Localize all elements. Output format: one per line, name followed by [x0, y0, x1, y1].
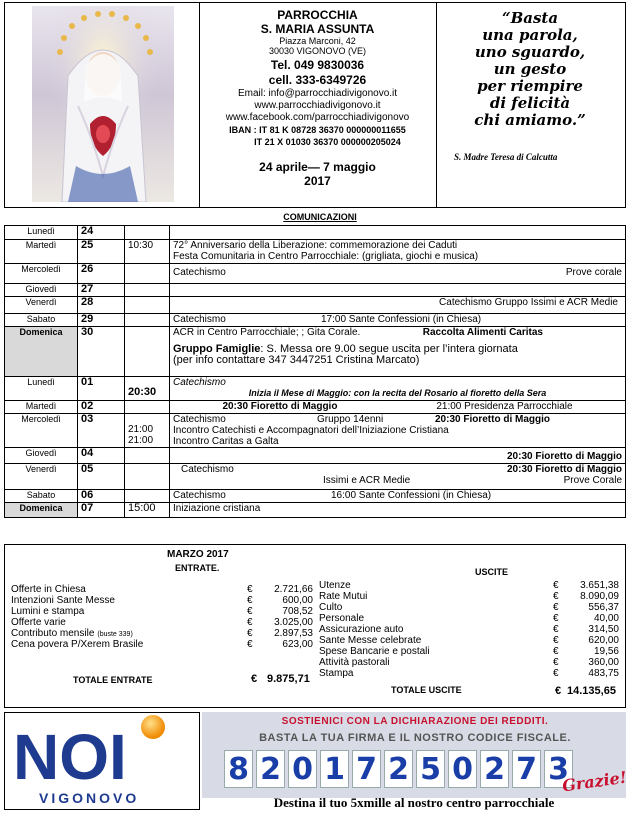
parish-name: PARROCCHIA: [277, 8, 358, 22]
finance-label: Assicurazione auto: [319, 624, 404, 635]
noi-logo: [4, 712, 200, 810]
finance-label: Stampa: [319, 668, 354, 679]
currency-symbol: €: [553, 624, 559, 635]
schedule-row: [5, 401, 626, 414]
event-text: Incontro Catechisti e Accompagnatori dell’Iniziazione Cristiana: [173, 425, 449, 436]
year: 2017: [304, 174, 331, 188]
finance-value: 620,00: [588, 635, 619, 646]
currency-symbol: €: [247, 639, 253, 650]
quote-line: per riempire: [477, 77, 583, 95]
currency-symbol: €: [553, 591, 559, 602]
currency-symbol: €: [247, 595, 253, 606]
event-text: 21:00 Presidenza Parrocchiale: [436, 401, 573, 412]
event-text: : S. Messa ore 9.00 segue uscita per l’intera giornata: [260, 343, 518, 355]
schedule-row: [5, 327, 626, 377]
event-text: (per info contattare 347 3447251 Cristina Marcato): [173, 354, 420, 366]
finance-value: 600,00: [282, 595, 313, 606]
totale-entrate-value: 9.875,71: [267, 673, 310, 685]
event-text: 17:00 Sante Confessioni (in Chiesa): [321, 314, 482, 325]
totale-entrate-currency: €: [251, 673, 258, 685]
event-text: 20:30 Fioretto di Maggio: [506, 451, 622, 462]
schedule-row: [5, 284, 626, 297]
address-line-1: Piazza Marconi, 42: [279, 36, 356, 46]
day-name: Martedì: [25, 240, 57, 250]
event-text: Catechismo Gruppo Issimi e ACR Medie: [439, 297, 618, 308]
day-number: 24: [81, 225, 94, 237]
finance-value: 708,52: [282, 606, 313, 617]
code-digit: 7: [512, 750, 541, 788]
quote-line: una parola,: [482, 26, 578, 44]
finance-label: Spese Bancarie e postali: [319, 646, 430, 657]
code-digit: 5: [416, 750, 445, 788]
logo-word: NOI: [13, 721, 127, 793]
event-time: 10:30: [128, 240, 154, 251]
finance-label: Intenzioni Sante Messe: [11, 595, 115, 606]
currency-symbol: €: [553, 613, 559, 624]
day-number: 01: [81, 376, 94, 388]
event-text: Catechismo: [181, 464, 234, 475]
day-number: 05: [81, 463, 94, 475]
event-text: 20:30 Fioretto di Maggio: [435, 414, 551, 425]
parish-title: S. MARIA ASSUNTA: [260, 22, 375, 36]
currency-symbol: €: [247, 606, 253, 617]
schedule-row: [5, 490, 626, 503]
day-name: Martedì: [25, 401, 57, 411]
day-number: 02: [81, 400, 94, 412]
day-number: 04: [81, 447, 94, 459]
finance-report: [4, 544, 626, 708]
quote-author: S. Madre Teresa di Calcutta: [454, 152, 558, 162]
finance-value: 314,50: [588, 624, 619, 635]
day-number: 26: [81, 263, 94, 275]
facebook-link[interactable]: www.facebook.com/parrocchiadivigonovo: [225, 112, 410, 123]
day-name: Mercoledì: [21, 264, 61, 274]
finance-value: 40,00: [593, 613, 619, 624]
phone: Tel. 049 9830036: [270, 58, 365, 72]
banner-line-1: SOSTIENICI CON LA DICHIARAZIONE DEI REDDITI.: [281, 716, 549, 727]
event-text: Catechismo: [173, 377, 226, 388]
schedule-row: [5, 377, 626, 401]
code-digit: 0: [288, 750, 317, 788]
quote: [436, 2, 624, 208]
finance-value: 483,75: [588, 668, 619, 679]
madonna-image: [32, 6, 174, 202]
schedule-row: [5, 448, 626, 464]
schedule-row: [5, 314, 626, 327]
event-text: Catechismo: [173, 267, 226, 278]
code-digit: 1: [320, 750, 349, 788]
code-digit: 3: [544, 750, 573, 788]
iban-1: IBAN : IT 81 K 08728 36370 000000011655: [229, 125, 406, 135]
event-text: Prove corale: [565, 267, 622, 278]
quote-line: un gesto: [493, 60, 567, 78]
schedule-row: [5, 414, 626, 448]
totale-uscite-value: 14.135,65: [567, 685, 616, 697]
event-text: Issimi e ACR Medie: [323, 475, 411, 486]
totale-entrate-label: TOTALE ENTRATE: [73, 675, 153, 685]
banner-footer: Destina il tuo 5xmille al nostro centro parrocchiale: [273, 795, 555, 810]
finance-label: Culto: [319, 602, 343, 613]
schedule-row: [5, 464, 626, 490]
code-digit: 2: [256, 750, 285, 788]
schedule-row: [5, 240, 626, 264]
comunicazioni-title: COMUNICAZIONI: [283, 212, 357, 222]
event-text: Gruppo Famiglie: [173, 343, 261, 355]
entrate-heading: ENTRATE.: [175, 563, 220, 573]
day-number: 27: [81, 283, 94, 295]
finance-label: Contributo mensile (buste 339): [11, 628, 133, 639]
event-time: 21:00: [128, 435, 154, 446]
finance-value: 2.721,66: [274, 584, 313, 595]
day-number: 29: [81, 313, 94, 325]
event-text: Catechismo: [173, 314, 226, 325]
parish-info: [199, 2, 436, 208]
day-name: Lunedì: [27, 226, 55, 236]
event-text: 20:30 Fioretto di Maggio: [506, 464, 622, 475]
event-text: Gruppo 14enni: [317, 414, 384, 425]
schedule-row: [5, 226, 626, 240]
currency-symbol: €: [553, 668, 559, 679]
email-link[interactable]: Email: info@parrocchiadivigonovo.it: [237, 88, 398, 99]
event-text: Inizia il Mese di Maggio: con la recita del Rosario al fioretto della Sera: [248, 388, 547, 398]
uscite-heading: USCITE: [475, 567, 509, 577]
event-time: 21:00: [128, 424, 154, 435]
finance-label: Utenze: [319, 580, 351, 591]
finance-value: 3.025,00: [274, 617, 313, 628]
day-name: Sabato: [26, 490, 56, 500]
day-name: Venerdì: [25, 464, 57, 474]
event-text: Catechismo: [173, 414, 226, 425]
day-number: 07: [81, 502, 94, 514]
finance-value: 2.897,53: [274, 628, 313, 639]
website-link[interactable]: www.parrocchiadivigonovo.it: [254, 100, 381, 111]
schedule-row: [5, 264, 626, 284]
finance-value: 8.090,09: [580, 591, 619, 602]
finance-label: Offerte varie: [11, 617, 66, 628]
event-text: Incontro Caritas a Galta: [173, 436, 279, 447]
currency-symbol: €: [553, 635, 559, 646]
day-name: Giovedì: [25, 284, 57, 294]
currency-symbol: €: [247, 584, 253, 595]
currency-symbol: €: [553, 657, 559, 668]
day-name: Mercoledì: [21, 414, 61, 424]
day-number: 30: [81, 326, 94, 338]
iban-2: IT 21 X 01030 36370 000000205024: [254, 137, 401, 147]
event-text: 20:30 Fioretto di Maggio: [222, 401, 338, 412]
day-name: Domenica: [19, 327, 63, 337]
event-text: Festa Comunitaria in Centro Parrocchiale: (grigliata, giochi e musica): [173, 251, 479, 262]
finance-value: 623,00: [282, 639, 313, 650]
event-text: ACR in Centro Parrocchiale; ; Gita Corale.: [173, 327, 361, 338]
code-digit: 7: [352, 750, 381, 788]
day-number: 28: [81, 296, 94, 308]
finance-title: MARZO 2017: [167, 549, 229, 560]
quote-line: chi amiamo.”: [474, 111, 586, 129]
period: 24 aprile— 7 maggio: [259, 160, 376, 174]
banner-line-2: BASTA LA TUA FIRMA E IL NOSTRO CODICE FISCALE.: [259, 732, 571, 744]
finance-value: 360,00: [588, 657, 619, 668]
currency-symbol: €: [247, 617, 253, 628]
finance-value: 3.651,38: [580, 580, 619, 591]
day-number: 06: [81, 489, 94, 501]
event-text: Iniziazione cristiana: [173, 503, 261, 514]
schedule-table: [4, 225, 626, 518]
finance-label: Offerte in Chiesa: [11, 584, 86, 595]
code-digit: 2: [384, 750, 413, 788]
quote-line: “Basta: [501, 9, 559, 27]
schedule-row: [5, 297, 626, 314]
currency-symbol: €: [553, 646, 559, 657]
finance-value: 556,37: [588, 602, 619, 613]
event-time: 15:00: [128, 502, 156, 514]
finance-label: Cena povera P/Xerem Brasile: [11, 639, 144, 650]
finance-label: Rate Mutui: [319, 591, 368, 602]
logo-town: VIGONOVO: [39, 790, 140, 806]
day-name: Domenica: [19, 503, 63, 513]
finance-label: Attività pastorali: [319, 657, 390, 668]
finance-label: Sante Messe celebrate: [319, 635, 422, 646]
currency-symbol: €: [553, 602, 559, 613]
cell-phone: cell. 333-6349726: [268, 73, 367, 87]
quote-line: uno sguardo,: [474, 43, 586, 61]
address-line-2: 30030 VIGONOVO (VE): [268, 46, 367, 56]
event-text: 16:00 Sante Confessioni (in Chiesa): [331, 490, 492, 501]
event-text: Catechismo: [173, 490, 226, 501]
grazie-text: Grazie!: [560, 767, 628, 796]
code-digit: 8: [224, 750, 253, 788]
cinque-per-mille-banner: [202, 712, 626, 798]
totale-uscite-currency: €: [555, 685, 562, 697]
schedule-row: [5, 503, 626, 518]
day-name: Venerdì: [25, 297, 57, 307]
finance-label: Personale: [319, 613, 365, 624]
day-number: 03: [81, 413, 94, 425]
code-digit: 2: [480, 750, 509, 788]
event-time: 20:30: [128, 386, 157, 398]
day-number: 25: [81, 239, 94, 251]
event-text: Prove Corale: [563, 475, 622, 486]
finance-label: Lumini e stampa: [11, 606, 85, 617]
day-name: Sabato: [26, 314, 56, 324]
quote-line: di felicità: [489, 94, 571, 112]
event-text: 72° Anniversario della Liberazione: commemorazione dei Caduti: [173, 240, 458, 251]
day-name: Giovedì: [25, 448, 57, 458]
code-digit: 0: [448, 750, 477, 788]
day-name: Lunedì: [27, 377, 55, 387]
currency-symbol: €: [553, 580, 559, 591]
event-text: Raccolta Alimenti Caritas: [422, 327, 543, 338]
totale-uscite-label: TOTALE USCITE: [391, 685, 462, 695]
currency-symbol: €: [247, 628, 253, 639]
finance-value: 19,56: [593, 646, 619, 657]
fiscal-code: [224, 750, 573, 788]
